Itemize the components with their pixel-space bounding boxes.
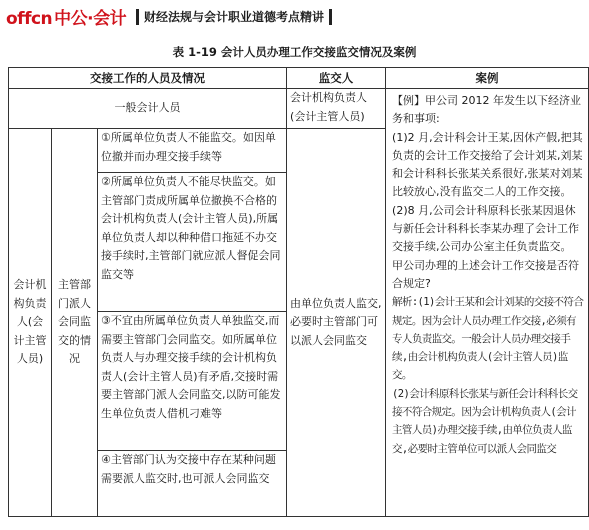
head-accountant-supervisor: 由单位负责人监交,必要时主管部门可以派人会同监交 (287, 129, 386, 517)
table-header-row (9, 68, 589, 89)
case-item-2: (2)8 月,公司会计科原科长张某因退休与新任会计科科长李某办理了会计工作交接手续,公司办公室主任负责监交。 (392, 203, 580, 254)
header-case: 案例 (386, 68, 589, 89)
offcn-logo (6, 4, 126, 29)
case-question: 甲公司办理的上述会计工作交接是否符合规定? (392, 258, 580, 290)
case-item-1: (1)2 月,会计科会计王某,因休产假,把其负责的会计工作交接给了会计刘某,刘某和会计科科长张某关系很好,张某对刘某比较放心,没有监交二人的工作交接。 (392, 130, 583, 199)
series-title: 财经法规与会计职业道德考点精讲 (144, 10, 325, 24)
case-cell (386, 89, 589, 517)
situation-item-3: ③不宜由所属单位负责人单独监交,而需要主管部门会同监交。如所属单位负责人与办理交接手续的会计机构负责人(会计主管人员)有矛盾,交接时需要主管部门派人会同监交,以防可能发生单位负责人借机刁难等 (98, 312, 287, 451)
situation-item-4: ④主管部门认为交接中存在某种问题需要派人监交时,也可派人会同监交 (98, 451, 287, 517)
table-caption: 表 1-19 会计人员办理工作交接监交情况及案例 (172, 45, 417, 59)
page-header (0, 0, 589, 36)
dept-supervision-label: 主管部门派人会同监交的情况 (52, 129, 98, 517)
general-staff-supervisor: 会计机构负责人(会计主管人员) (287, 89, 386, 129)
handover-table (8, 67, 589, 517)
logo-cn: 中公·会计 (54, 9, 127, 29)
header-situation: 交接工作的人员及情况 (9, 68, 287, 89)
header-supervisor: 监交人 (287, 68, 386, 89)
situation-item-2: ②所属单位负责人不能尽快监交。如主管部门责成所属单位撤换不合格的会计机构负责人(会计主管人员),所属单位负责人却以种种借口拖延不办交接手续时,主管部门就应派人督促会同监交等 (98, 173, 287, 312)
head-accountant-label: 会计机构负责人(会计主管人员) (9, 129, 52, 517)
logo-brand: offcn (6, 9, 53, 29)
header-divider-right (329, 9, 332, 25)
situation-item-1: ①所属单位负责人不能监交。如因单位撤并而办理交接手续等 (98, 129, 287, 173)
case-analysis-2: (2)会计科原科长张某与新任会计科科长交接不符合规定。因为会计机构负责人(会计主管人员)办理交接手续,由单位负责人监交,必要时主管单位可以派人会同监交 (392, 387, 578, 455)
case-intro: 【例】甲公司 2012 年发生以下经济业务和事项: (392, 94, 582, 126)
header-divider-left (136, 9, 139, 25)
table-row (9, 89, 589, 129)
general-staff-label: 一般会计人员 (9, 89, 287, 129)
case-analysis-1: 解析:(1)会计王某和会计刘某的交接不符合规定。因为会计人员办理工作交接,必须有专人负责监交。一般会计人员办理交接手续,由会计机构负责人(会计主管人员)监交。 (392, 296, 584, 382)
